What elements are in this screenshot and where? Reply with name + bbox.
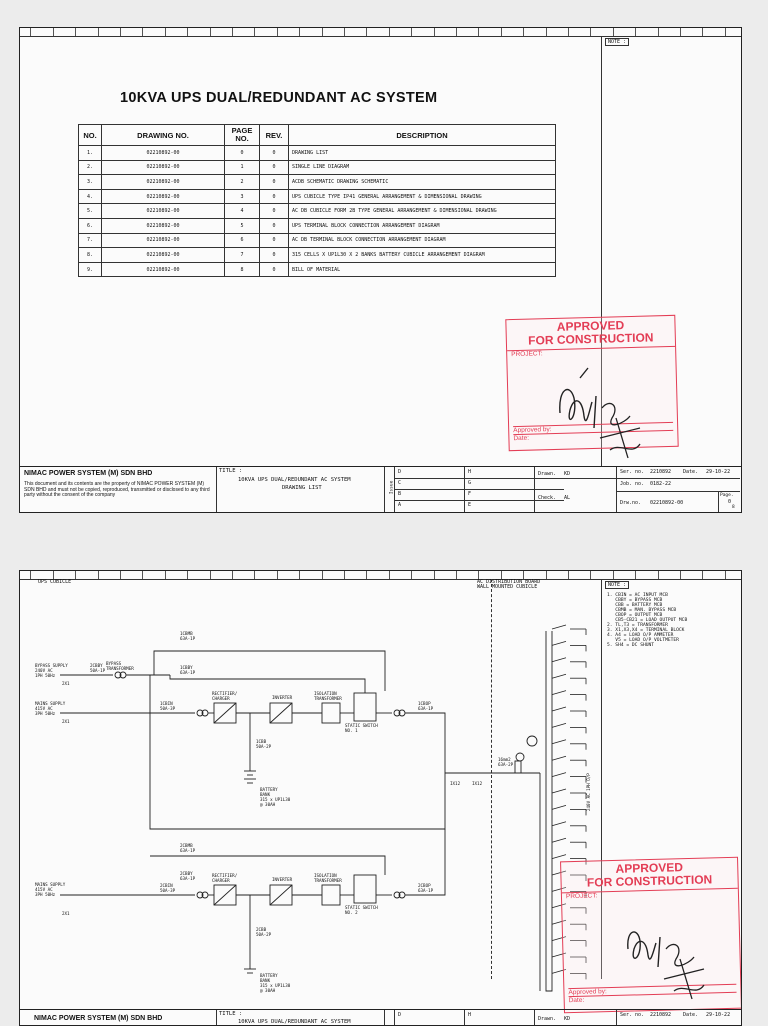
ruler-tick	[389, 28, 390, 36]
ser-value: 2210892	[650, 469, 672, 475]
disclaimer: This document and its contents are the property of NIMAC POWER SYSTEM (M) SDN BHD and must not be copied, reproduced, transmitted or disclosed to any third party without the consent of the company	[24, 481, 210, 499]
table-row	[79, 189, 556, 204]
cell-desc: UPS CUBICLE TYPE IP41 GENERAL ARRANGEMENT & DIMENSIONAL DRAWING	[289, 189, 556, 204]
cbop1-label: 1CBOP 63A-1P	[418, 701, 434, 711]
cell-page: 7	[225, 248, 260, 263]
rev-b: B	[398, 491, 402, 497]
ruler-tick	[299, 28, 300, 36]
acdb-breaker	[552, 838, 566, 842]
static-switch-2-label: STATIC SWITCH NO. 2	[345, 905, 378, 915]
cell-desc: BILL OF MATERIAL	[289, 262, 556, 277]
ruler-tick	[277, 28, 278, 36]
cell-no: 2.	[79, 160, 102, 175]
ruler-tick	[187, 28, 188, 36]
drawing-list-sheet	[19, 27, 742, 513]
rev-f: F	[468, 491, 472, 497]
cbb1-label: 1CBB 50A-2P	[256, 739, 272, 749]
cell-no: 3.	[79, 175, 102, 190]
acdb-breaker	[552, 691, 566, 695]
ruler-tick	[523, 28, 524, 36]
stamp-for-construction: FOR CONSTRUCTION	[586, 872, 713, 890]
rectifier-2-label: RECTIFIER/ CHARGER	[212, 873, 238, 883]
cell-rev: 0	[260, 248, 289, 263]
inverter-1-label: INVERTER	[272, 695, 293, 700]
cell-no: 7.	[79, 233, 102, 248]
cell-desc: AC DB CUBICLE FORM 2B TYPE GENERAL ARRANGEMENT & DIMENSIONAL DRAWING	[289, 204, 556, 219]
ruler-tick	[568, 28, 569, 36]
title-line2: DRAWING LIST	[282, 485, 322, 491]
cell-drawing: 02210892-00	[102, 262, 225, 277]
ruler-tick	[75, 28, 76, 36]
mains-supply-1-label: MAINS SUPPLY 415V AC 3PH 50Hz	[35, 701, 66, 716]
cell-rev: 0	[260, 204, 289, 219]
table-row	[79, 146, 556, 161]
rev-g: G	[468, 480, 472, 486]
ruler-tick	[120, 28, 121, 36]
col-description: DESCRIPTION	[289, 125, 556, 146]
cbb2-label: 2CBB 50A-2P	[256, 927, 272, 937]
cbop2-label: 2CBOP 63A-1P	[418, 883, 434, 893]
cell-rev: 0	[260, 233, 289, 248]
cell-desc: UPS TERMINAL BLOCK CONNECTION ARRANGEMENT DIAGRAM	[289, 218, 556, 233]
date-value: 29-10-22	[706, 1012, 731, 1018]
cbin1-label: 1CBIN 50A-3P	[160, 701, 176, 711]
date-value: 29-10-22	[706, 469, 731, 475]
cell-page: 8	[225, 262, 260, 277]
cbmb-label: 1CBMB 63A-1P	[180, 631, 196, 641]
ruler-tick	[344, 28, 345, 36]
cell-no: 6.	[79, 218, 102, 233]
inverter-2-label: INVERTER	[272, 877, 293, 882]
table-row	[79, 218, 556, 233]
ruler-tick	[411, 28, 412, 36]
cell-drawing: 02210892-00	[102, 175, 225, 190]
note-item: 2. TL,T3 = TRANSFORMER	[607, 623, 668, 628]
note-item: CBOP = OUTPUT MCB	[607, 613, 663, 618]
cell-no: 9.	[79, 262, 102, 277]
cell-page: 4	[225, 204, 260, 219]
acdb-breaker	[552, 773, 566, 777]
check-value: AL	[564, 495, 571, 501]
stamp-approved: APPROVED	[615, 860, 684, 876]
note-item: CBMB = MAN. BYPASS MCB	[607, 608, 677, 613]
rev-e: E	[468, 502, 472, 508]
note-item: 3. X1,X3,X4 = TERMINAL BLOCK	[607, 628, 685, 633]
terminal-ix12-a: IX12	[450, 781, 461, 786]
cell-no: 8.	[79, 248, 102, 263]
cell-drawing: 02210892-00	[102, 189, 225, 204]
cell-page: 1	[225, 160, 260, 175]
table-header	[79, 125, 556, 146]
job-value: 0182-22	[650, 481, 672, 487]
page-label: Page.	[720, 493, 734, 498]
page-title: 10KVA UPS DUAL/REDUNDANT AC SYSTEM	[120, 90, 438, 106]
acdb-breaker	[552, 756, 566, 760]
mains-supply-2-label: MAINS SUPPLY 415V AC 3PH 50Hz	[35, 882, 66, 897]
title-label: TITLE :	[219, 1011, 243, 1017]
stamp-approved-by: Approved by:	[568, 984, 736, 997]
date-label: Date.	[683, 1012, 699, 1018]
isolation-2-label: ISOLATION TRANSFORMER	[314, 873, 342, 883]
ruler-tick	[456, 28, 457, 36]
table-row	[79, 204, 556, 219]
cell-no: 1.	[79, 146, 102, 161]
note-item: 5. SH4 = DC SHUNT	[607, 643, 655, 648]
note-item: 1. CBIN = AC INPUT MCB	[607, 593, 668, 598]
bypass-supply-label: BYPASS SUPPLY 240V AC 1PH 50Hz	[35, 663, 68, 678]
stamp-date: Date:	[569, 992, 737, 1005]
ruler-tick	[53, 28, 54, 36]
cbby1-label: 1CBBY 63A-1P	[180, 665, 196, 675]
rectifier-1-label: RECTIFIER/ CHARGER	[212, 691, 238, 701]
stamp-date: Date:	[513, 430, 673, 443]
cell-rev: 0	[260, 146, 289, 161]
acdb-breaker	[552, 789, 566, 793]
cell-drawing: 02210892-00	[102, 218, 225, 233]
terminal-x1: 2X1	[62, 681, 70, 686]
ruler-tick	[366, 28, 367, 36]
terminal-x2: 2X1	[62, 719, 70, 724]
drw-value: 02210892-00	[650, 500, 684, 506]
shunt-label: 16mm2 63A-2P	[498, 757, 514, 767]
cell-drawing: 02210892-00	[102, 146, 225, 161]
check-label: Check.	[538, 495, 557, 501]
issue-label: Issue	[389, 480, 395, 495]
table-row	[79, 262, 556, 277]
title-line1: 10KVA UPS DUAL/REDUNDANT AC SYSTEM	[238, 477, 351, 483]
rev-d: D	[398, 1012, 402, 1018]
single-line-diagram-sheet	[19, 570, 742, 1026]
drawn-value: KD	[564, 471, 571, 477]
cell-page: 3	[225, 189, 260, 204]
ruler-tick	[680, 28, 681, 36]
cell-desc: 315 CELLS X UP1L30 X 2 BANKS BATTERY CUBICLE ARRANGEMENT DIAGRAM	[289, 248, 556, 263]
stamp-project: PROJECT:	[565, 892, 598, 901]
ruler-tick	[254, 28, 255, 36]
col-no: NO.	[79, 125, 102, 146]
cbby-label: 2CBBY 50A-1P	[90, 663, 106, 673]
cell-page: 5	[225, 218, 260, 233]
acdb-breaker	[552, 740, 566, 744]
title-line1: 10KVA UPS DUAL/REDUNDANT AC SYSTEM	[238, 1019, 351, 1025]
drawn-label: Drawn.	[538, 1016, 557, 1022]
cell-desc: SINGLE LINE DIAGRAM	[289, 160, 556, 175]
ruler-tick	[658, 28, 659, 36]
col-page-no: PAGE NO.	[225, 125, 260, 146]
acdb-breaker	[552, 641, 566, 645]
ruler-tick	[702, 28, 703, 36]
table-row	[79, 175, 556, 190]
cell-drawing: 02210892-00	[102, 248, 225, 263]
note-item: V5 = LOAD O/P VOLTMETER	[607, 638, 679, 643]
note-label: NOTE :	[605, 581, 629, 589]
ruler-tick	[322, 28, 323, 36]
rev-c: C	[398, 480, 402, 486]
title-label: TITLE :	[219, 468, 243, 474]
job-label: Job. no.	[620, 481, 645, 487]
cell-desc: AC DB TERMINAL BLOCK CONNECTION ARRANGEMENT DIAGRAM	[289, 233, 556, 248]
signature	[610, 909, 720, 1019]
cell-page: 6	[225, 233, 260, 248]
rev-d: D	[398, 469, 402, 475]
ruler-tick	[232, 28, 233, 36]
cell-no: 4.	[79, 189, 102, 204]
bypass-transformer-label: BYPASS TRANSFORMER	[106, 661, 134, 671]
battery-2-label: BATTERY BANK 315 x UP1L30 @ 30AH	[260, 973, 291, 993]
ruler-tick	[546, 28, 547, 36]
cbby2-label: 2CBBY 63A-1P	[180, 871, 196, 881]
cbin2-label: 2CBIN 50A-3P	[160, 883, 176, 893]
drawn-value: KD	[564, 1016, 571, 1022]
cell-rev: 0	[260, 160, 289, 175]
title-block	[20, 466, 741, 513]
ruler-tick	[501, 28, 502, 36]
cell-rev: 0	[260, 175, 289, 190]
col-drawing-no: DRAWING NO.	[102, 125, 225, 146]
drw-label: Drw.no.	[620, 500, 642, 506]
cell-rev: 0	[260, 262, 289, 277]
stamp-for-construction: FOR CONSTRUCTION	[528, 330, 654, 348]
isolation-1-label: ISOLATION TRANSFORMER	[314, 691, 342, 701]
ruler-tick	[478, 28, 479, 36]
table-row	[79, 248, 556, 263]
stamp-project: PROJECT:	[511, 350, 543, 359]
rev-h: H	[468, 1012, 472, 1018]
ruler-tick	[142, 28, 143, 36]
ruler-tick	[210, 28, 211, 36]
ruler-tick	[434, 28, 435, 36]
ruler-tick	[30, 28, 31, 36]
ups-cubicle-label: UPS CUBICLE	[38, 579, 72, 585]
cell-page: 0	[225, 146, 260, 161]
acdb-breaker	[552, 625, 566, 629]
ruler-tick	[98, 28, 99, 36]
ser-value: 2210892	[650, 1012, 672, 1018]
terminal-x3: 2X1	[62, 911, 70, 916]
cell-rev: 0	[260, 218, 289, 233]
note-label: NOTE :	[605, 38, 629, 46]
bus-label: 240V AC 1PH O/P	[586, 773, 591, 811]
page-number: 0	[728, 499, 732, 505]
acdb-breaker	[552, 658, 566, 662]
stamp-approved: APPROVED	[556, 318, 625, 334]
cell-desc: ACDB SCHEMATIC DRAWING SCHEMATIC	[289, 175, 556, 190]
ser-label: Ser. no.	[620, 1012, 645, 1018]
rev-a: A	[398, 502, 402, 508]
static-switch-1-label: STATIC SWITCH NO. 1	[345, 723, 378, 733]
company-name: NIMAC POWER SYSTEM (M) SDN BHD	[34, 1015, 163, 1022]
table-row	[79, 160, 556, 175]
battery-1-label: BATTERY BANK 315 x UP1L30 @ 30AH	[260, 787, 291, 807]
company-name: NIMAC POWER SYSTEM (M) SDN BHD	[24, 470, 153, 477]
acdb-breaker	[552, 674, 566, 678]
acdb-breaker	[552, 855, 566, 859]
date-label: Date.	[683, 469, 699, 475]
cell-drawing: 02210892-00	[102, 233, 225, 248]
cell-no: 5.	[79, 204, 102, 219]
acdb-breaker	[552, 805, 566, 809]
acdb-breaker	[552, 723, 566, 727]
page-total: 8	[732, 505, 735, 510]
table-row	[79, 233, 556, 248]
stamp-approved-by: Approved by:	[513, 422, 673, 435]
note-item: CBBY = BYPASS MCB	[607, 598, 663, 603]
cell-rev: 0	[260, 189, 289, 204]
cell-drawing: 02210892-00	[102, 204, 225, 219]
note-item: 4. A4 = LOAD O/P AMMETER	[607, 633, 674, 638]
col-rev: REV.	[260, 125, 289, 146]
drawn-label: Drawn.	[538, 471, 557, 477]
title-block	[20, 1009, 741, 1026]
top-ruler	[20, 28, 741, 37]
cell-drawing: 02210892-00	[102, 160, 225, 175]
acdb-breaker	[552, 822, 566, 826]
signature	[540, 358, 660, 468]
terminal-ix12-b: IX12	[472, 781, 483, 786]
cell-page: 2	[225, 175, 260, 190]
ruler-tick	[725, 28, 726, 36]
ruler-tick	[635, 28, 636, 36]
ruler-tick	[590, 28, 591, 36]
cbmb2-label: 2CBMB 63A-1P	[180, 843, 196, 853]
cell-desc: DRAWING LIST	[289, 146, 556, 161]
acdb-breaker	[552, 707, 566, 711]
ruler-tick	[165, 28, 166, 36]
drawing-list-table	[78, 124, 556, 277]
ser-label: Ser. no.	[620, 469, 645, 475]
note-item: CB5-CB21 = LOAD OUTPUT MCB	[607, 618, 688, 623]
acdb-title: AC DISTRIBUTION BOARD WALL MOUNTED CUBICLE	[477, 579, 541, 590]
note-item: CBB = BATTERY MCB	[607, 603, 663, 608]
rev-h: H	[468, 469, 472, 475]
ruler-tick	[613, 28, 614, 36]
